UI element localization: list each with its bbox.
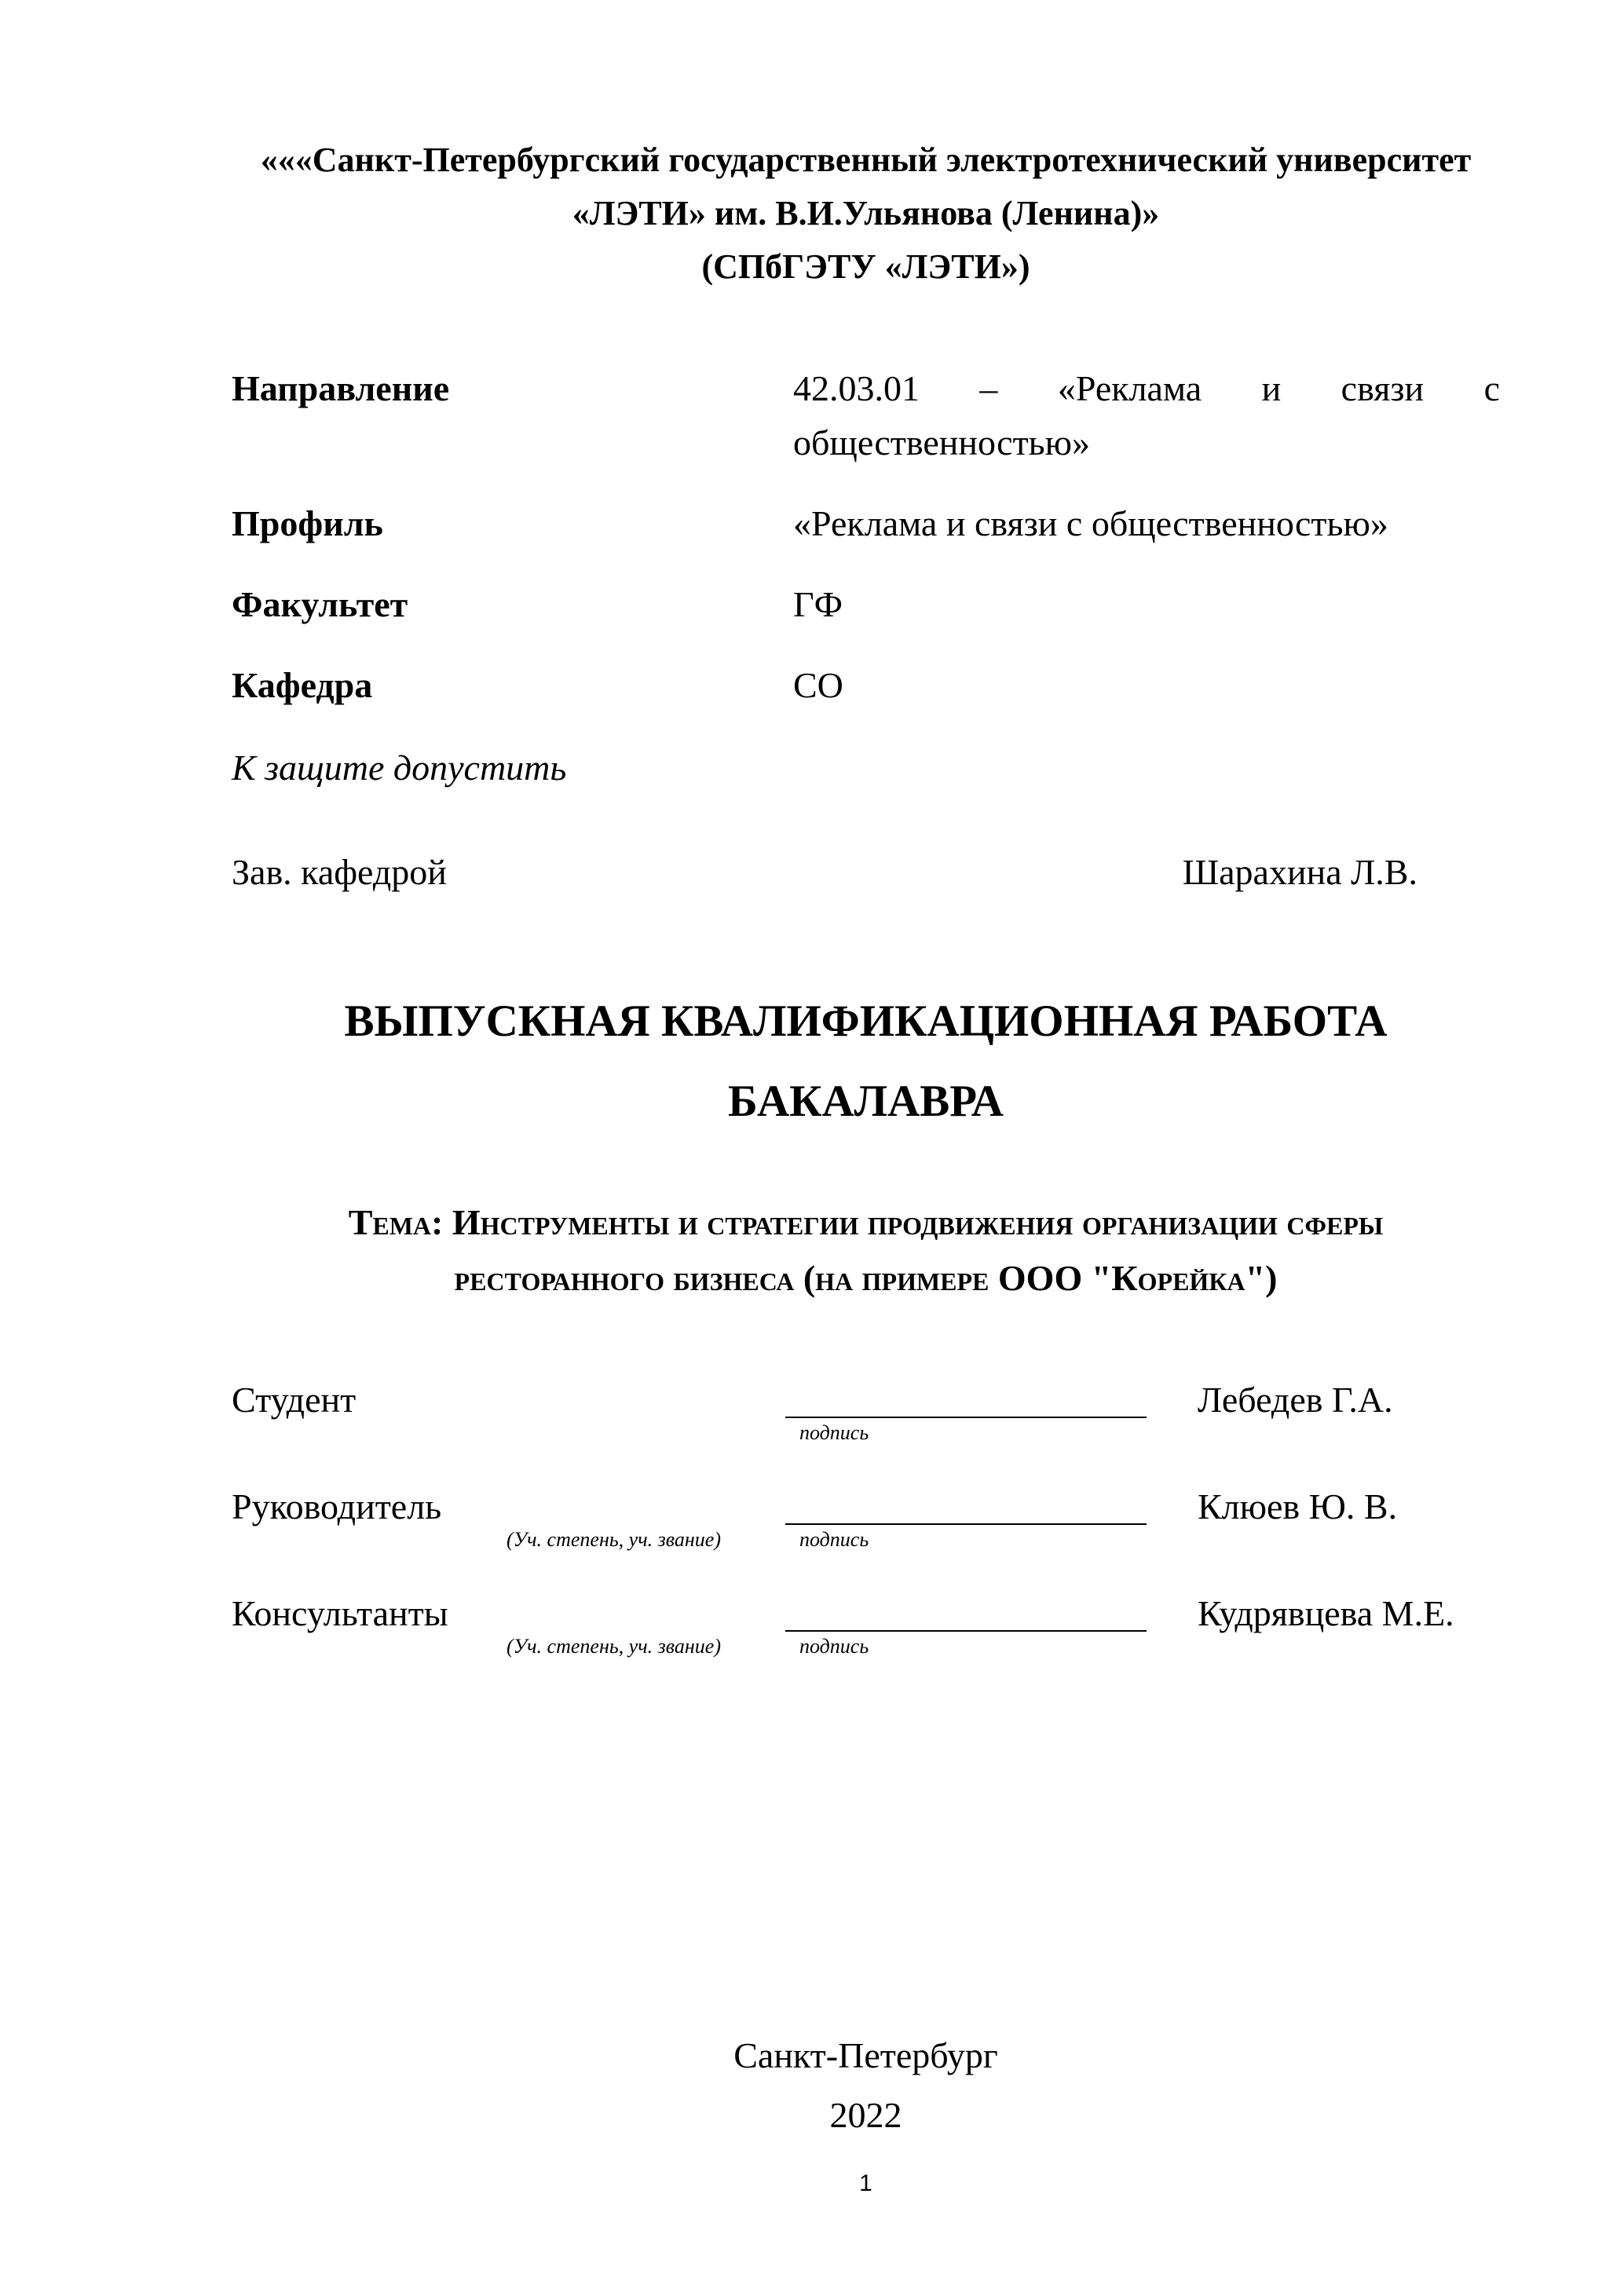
- university-abbreviation: (СПбГЭТУ «ЛЭТИ»): [701, 247, 1030, 287]
- faculty-value: ГФ: [793, 583, 843, 624]
- consultants-role-label: Консультанты: [232, 1593, 448, 1634]
- direction-value: 42.03.01 – «Реклама и связи с общественностью»: [793, 367, 1500, 462]
- profile-label: Профиль: [232, 503, 383, 543]
- work-title-line1: ВЫПУСКНАЯ КВАЛИФИКАЦИОННАЯ РАБОТА: [344, 996, 1388, 1046]
- student-signature-caption: подпись: [799, 1421, 869, 1445]
- signature-row-student: [232, 1373, 1500, 1445]
- field-row-faculty: [232, 577, 1500, 631]
- field-row-department: [232, 658, 1500, 712]
- department-value: СО: [793, 664, 843, 705]
- student-name: Лебедев Г.А.: [1198, 1380, 1393, 1420]
- supervisor-role-label: Руководитель: [232, 1486, 442, 1527]
- signature-block: [232, 1373, 1500, 1658]
- department-head-label: Зав. кафедрой: [232, 851, 447, 892]
- student-signature-line: [785, 1373, 1147, 1418]
- student-degree-caption: [507, 1373, 785, 1421]
- university-name-line1: «««Санкт-Петербургский государственный электротехнический университет: [260, 141, 1472, 179]
- student-signature-area: [785, 1373, 1147, 1445]
- profile-value: «Реклама и связи с общественностью»: [793, 503, 1388, 543]
- consultants-name: Кудрявцева М.Е.: [1198, 1593, 1454, 1634]
- consultants-degree-caption: (Уч. степень, уч. звание): [507, 1635, 721, 1658]
- supervisor-name: Клюев Ю. В.: [1198, 1486, 1398, 1527]
- supervisor-signature-area: [785, 1479, 1147, 1552]
- university-name-line2: «ЛЭТИ» им. В.И.Ульянова (Ленина)»: [572, 194, 1160, 233]
- student-role-label: Студент: [232, 1380, 357, 1420]
- department-head-name: Шарахина Л.В.: [1182, 851, 1417, 892]
- signature-row-consultants: [232, 1586, 1500, 1658]
- university-header: [232, 133, 1500, 294]
- work-title: [232, 982, 1500, 1143]
- consultants-signature-line: [785, 1586, 1147, 1632]
- field-row-direction: [232, 361, 1500, 470]
- supervisor-signature-caption: подпись: [799, 1528, 869, 1552]
- admission-line: К защите допустить: [232, 747, 567, 788]
- department-label: Кафедра: [232, 664, 373, 705]
- field-row-profile: [232, 496, 1500, 550]
- program-fields: [232, 361, 1500, 712]
- direction-label: Направление: [232, 367, 450, 408]
- footer-city: Санкт-Петербург: [733, 2035, 998, 2075]
- faculty-label: Факультет: [232, 583, 408, 624]
- supervisor-signature-line: [785, 1479, 1147, 1525]
- thesis-theme: Тема: Инструменты и стратегии продвижения организации сферы ресторанного бизнеса (на примере ООО "Корейка"): [348, 1201, 1384, 1299]
- department-head-row: [232, 845, 1500, 899]
- consultants-signature-area: [785, 1586, 1147, 1658]
- consultants-signature-caption: подпись: [799, 1635, 869, 1658]
- signature-row-supervisor: [232, 1479, 1500, 1552]
- work-title-line2: БАКАЛАВРА: [728, 1077, 1004, 1127]
- page-number: 1: [859, 2170, 872, 2196]
- page-footer: [232, 2026, 1500, 2203]
- supervisor-degree-caption: (Уч. степень, уч. звание): [507, 1528, 721, 1552]
- footer-year: 2022: [829, 2094, 902, 2135]
